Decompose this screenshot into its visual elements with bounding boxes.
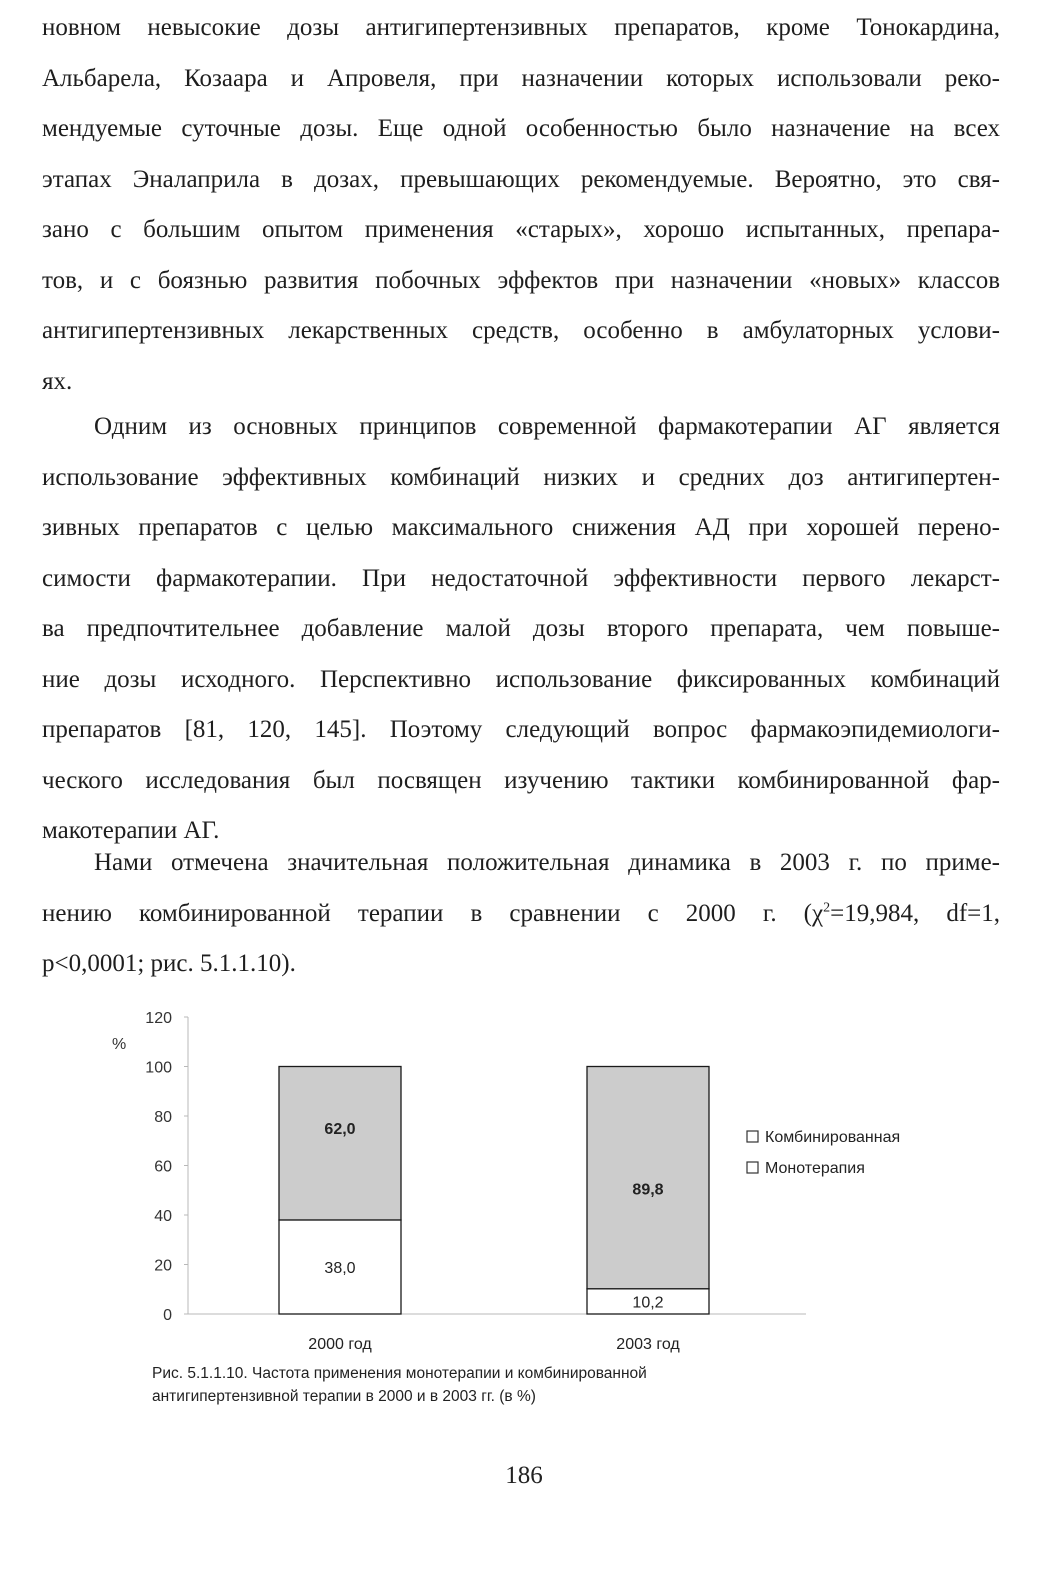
paragraph-1 [42, 3, 1000, 407]
x-tick-label: 2003 год [616, 1336, 680, 1353]
data-label: 89,8 [632, 1181, 664, 1199]
text-line: препаратов [81, 120, 145]. Поэтому следующий вопрос фармакоэпидемиологи- [42, 716, 1000, 743]
text-line: зивных препаратов с целью максимального снижения АД при хорошей перено- [42, 514, 1000, 541]
text-fragment: =19,984, df=1, [830, 899, 1000, 927]
text-line: ние дозы исходного. Перспективно использование фиксированных комбинаций [42, 665, 1000, 693]
figure-caption [152, 1362, 912, 1408]
y-axis-label: % [112, 1035, 127, 1053]
y-tick-label: 100 [145, 1059, 172, 1077]
bar-segment [279, 1067, 401, 1220]
paragraph-2 [42, 402, 1000, 857]
text-line: антигипертензивных лекарственных средств, особенно в амбулаторных услови- [42, 317, 1000, 344]
text-line: ва предпочтительнее добавление малой дозы второго препарата, чем повыше- [42, 615, 1000, 642]
text-line: Альбарела, Козаара и Апровеля, при назначении которых использовали реко- [42, 64, 1000, 92]
text-fragment: нению комбинированной терапии в сравнении с 2000 г. (χ [42, 899, 824, 927]
data-label: 62,0 [324, 1120, 356, 1138]
paragraph-3 [42, 838, 1000, 990]
text-line: ях. [42, 367, 73, 395]
text-line: p<0,0001; рис. 5.1.1.10). [42, 950, 296, 977]
legend-swatch [747, 1162, 758, 1173]
text-line: симости фармакотерапии. При недостаточной эффективности первого лекарст- [42, 564, 1000, 592]
text-line: новном невысокие дозы антигипертензивных препаратов, кроме Тонокардина, [42, 14, 1000, 41]
text-line: макотерапии АГ. [42, 817, 220, 844]
text-line: Нами отмечена значительная положительная динамика в 2003 г. по приме- [94, 849, 1000, 876]
y-tick-label: 40 [154, 1208, 172, 1225]
text-line: Одним из основных принципов современной фармакотерапии АГ является [94, 413, 1000, 440]
text-line: ческого исследования был посвящен изучению тактики комбинированной фар- [42, 766, 1000, 794]
page-number: 186 [505, 1462, 543, 1489]
y-tick-label: 80 [154, 1109, 172, 1126]
y-tick-label: 0 [163, 1307, 172, 1324]
stacked-bar-chart [96, 1003, 956, 1423]
x-tick-label: 2000 год [308, 1336, 372, 1353]
superscript: 2 [823, 900, 831, 916]
caption-line: антигипертензивной терапии в 2000 и в 2003 гг. (в %) [152, 1388, 536, 1405]
data-label: 38,0 [324, 1259, 356, 1277]
y-tick-label: 120 [145, 1010, 172, 1027]
text-line [42, 889, 1000, 940]
caption-line: Рис. 5.1.1.10. Частота применения монотерапии и комбинированной [152, 1365, 647, 1382]
text-line: этапах Эналаприла в дозах, превышающих рекомендуемые. Вероятно, это свя- [42, 165, 1000, 193]
legend-label: Монотерапия [765, 1160, 865, 1177]
legend-swatch [747, 1131, 758, 1142]
y-tick-label: 20 [154, 1257, 172, 1275]
bar-segment [587, 1067, 709, 1289]
text-line: мендуемые суточные дозы. Еще одной особенностью было назначение на всех [42, 115, 1000, 142]
text-line: тов, и с боязнью развития побочных эффектов при назначении «новых» классов [42, 266, 1000, 294]
text-line: зано с большим опытом применения «старых», хорошо испытанных, препара- [42, 216, 1000, 243]
y-tick-label: 60 [154, 1158, 172, 1176]
data-label: 10,2 [632, 1294, 664, 1312]
legend-label: Комбинированная [765, 1129, 901, 1146]
text-line: использование эффективных комбинаций низких и средних доз антигипертен- [42, 463, 1000, 491]
